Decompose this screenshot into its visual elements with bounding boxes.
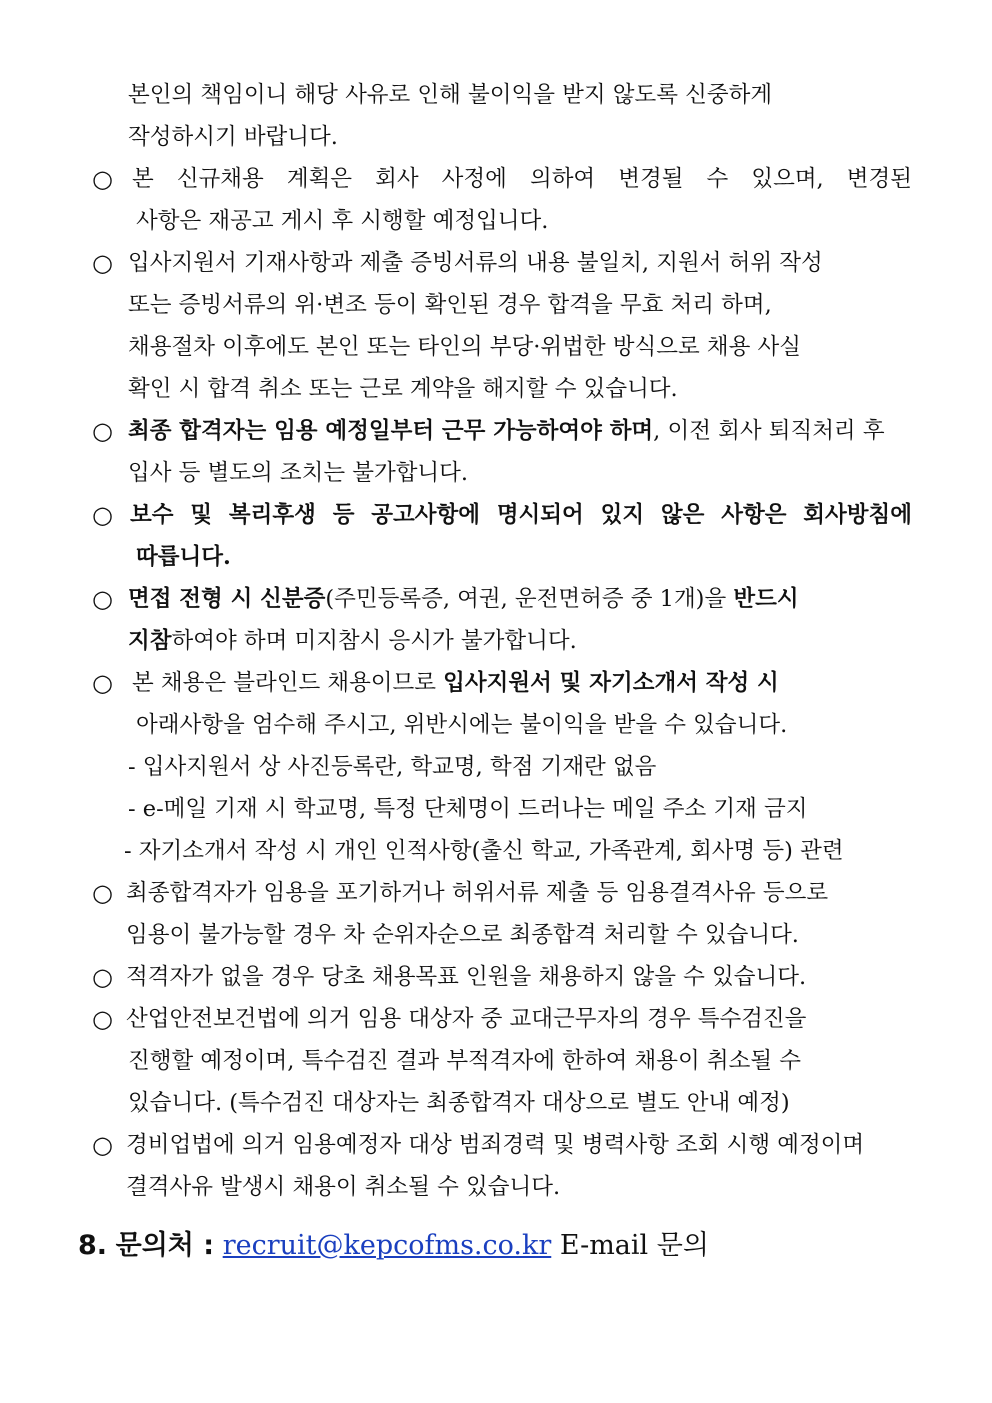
item-2-line-3: 채용절차 이후에도 본인 또는 타인의 부당·위법한 방식으로 채용 사실	[128, 334, 801, 360]
item-3-line-2: 입사 등 별도의 조치는 불가합니다.	[128, 460, 469, 486]
item-8-line-1: 적격자가 없을 경우 당초 채용목표 인원을 채용하지 않을 수 있습니다.	[126, 964, 807, 990]
contact-email-link[interactable]: recruit@kepcofms.co.kr	[222, 1230, 552, 1261]
intro-line-1: 본인의 책임이니 해당 사유로 인해 불이익을 받지 않도록 신중하게	[128, 82, 773, 108]
intro-line-2: 작성하시기 바랍니다.	[128, 124, 338, 150]
item-1-line-2: 사항은 재공고 게시 후 시행할 예정입니다.	[136, 208, 549, 234]
contact-label: 문의처 :	[115, 1230, 215, 1261]
item-5-bold-text: 면접 전형 시 신분증	[128, 586, 326, 612]
item-2-line-1: 입사지원서 기재사항과 제출 증빙서류의 내용 불일치, 지원서 허위 작성	[128, 250, 823, 276]
item-7-line-2: 임용이 불가능할 경우 차 순위자순으로 최종합격 처리할 수 있습니다.	[126, 922, 799, 948]
item-5-rest-text: 하여야 하며 미지참시 응시가 불가합니다.	[171, 628, 577, 654]
bullet-icon: ○	[92, 417, 113, 445]
contact-section-number: 8.	[78, 1230, 108, 1261]
item-6-sub-1: - 입사지원서 상 사진등록란, 학교명, 학점 기재란 없음	[128, 754, 657, 780]
item-6-pre-text: 본 채용은 블라인드 채용이므로	[132, 670, 444, 696]
item-9-line-1: 산업안전보건법에 의거 임용 대상자 중 교대근무자의 경우 특수검진을	[126, 1006, 807, 1032]
bullet-icon: ○	[92, 585, 113, 613]
bullet-icon: ○	[92, 1131, 113, 1159]
bullet-icon: ○	[92, 963, 113, 991]
item-5-line-2	[128, 626, 577, 656]
item-3-bold-text: 최종 합격자는 임용 예정일부터 근무 가능하여야 하며	[128, 418, 654, 444]
bullet-icon: ○	[92, 1005, 113, 1033]
item-5-mid-text: (주민등록증, 여권, 운전면허증 중 1개)을	[325, 586, 734, 612]
item-6-sub-2: - e-메일 기재 시 학교명, 특정 단체명이 드러나는 메일 주소 기재 금지	[128, 796, 808, 822]
item-3-rest-text: , 이전 회사 퇴직처리 후	[653, 418, 885, 444]
bullet-icon: ○	[92, 249, 113, 277]
item-5-bold-text-2: 반드시	[733, 586, 799, 612]
item-4-line-2: 따릅니다.	[136, 544, 231, 570]
item-6-bold-text: 입사지원서 및 자기소개서 작성 시	[443, 670, 779, 696]
item-2-line-2: 또는 증빙서류의 위·변조 등이 확인된 경우 합격을 무효 처리 하며,	[128, 292, 772, 318]
bullet-icon: ○	[92, 879, 113, 907]
item-5-bold-text-3: 지참	[128, 628, 172, 654]
item-5-line-1	[128, 584, 799, 614]
bullet-icon: ○	[92, 165, 113, 193]
contact-email-suffix: E-mail 문의	[559, 1230, 709, 1261]
item-1-line-1: 본 신규채용 계획은 회사 사정에 의하여 변경될 수 있으며, 변경된	[132, 166, 912, 192]
item-4-line-1: 보수 및 복리후생 등 공고사항에 명시되어 있지 않은 사항은 회사방침에	[130, 502, 912, 528]
item-3-line-1	[128, 416, 885, 446]
item-2-line-4: 확인 시 합격 취소 또는 근로 계약을 해지할 수 있습니다.	[128, 376, 678, 402]
item-6-sub-3: - 자기소개서 작성 시 개인 인적사항(출신 학교, 가족관계, 회사명 등) 관련	[124, 838, 844, 864]
item-7-line-1: 최종합격자가 임용을 포기하거나 허위서류 제출 등 임용결격사유 등으로	[126, 880, 829, 906]
item-10-line-1: 경비업법에 의거 임용예정자 대상 범죄경력 및 병력사항 조회 시행 예정이며	[126, 1132, 865, 1158]
item-6-line-2: 아래사항을 엄수해 주시고, 위반시에는 불이익을 받을 수 있습니다.	[136, 712, 788, 738]
bullet-icon: ○	[92, 669, 113, 697]
bullet-icon: ○	[92, 501, 113, 529]
item-10-line-2: 결격사유 발생시 채용이 취소될 수 있습니다.	[126, 1174, 561, 1200]
contact-heading	[78, 1228, 709, 1264]
item-9-line-2: 진행할 예정이며, 특수검진 결과 부적격자에 한하여 채용이 취소될 수	[128, 1048, 801, 1074]
item-9-line-3: 있습니다. (특수검진 대상자는 최종합격자 대상으로 별도 안내 예정)	[128, 1090, 790, 1116]
item-6-line-1	[132, 668, 779, 698]
